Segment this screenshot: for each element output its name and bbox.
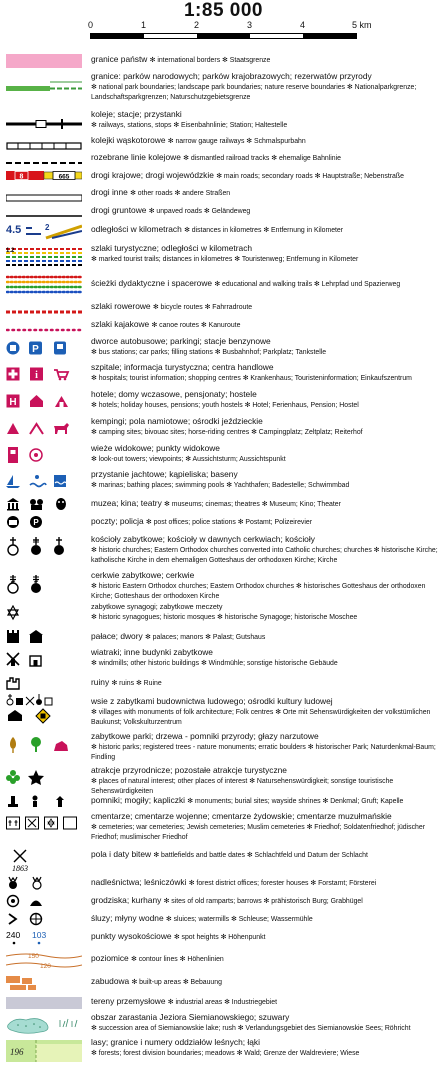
scale-bar: [90, 33, 357, 39]
legend-translation: ✻ forests; forest division boundaries; meadows ✻ Wald; Grenze der Waldreviere; Wiese: [91, 1049, 360, 1057]
hotel-icon: [7, 395, 20, 409]
legend-translation: ✻ contour lines ✻ Höhenlinien: [131, 956, 224, 963]
legend-label: cerkwie zabytkowe; cerkwie: [91, 570, 195, 580]
synagogue-icon: [8, 606, 18, 619]
main-road-symbol: [6, 169, 82, 187]
legend-translation: ✻ bus stations; car parks; filling stations ✻ Busbahnhof; Parkplatz; Tankstelle: [91, 348, 327, 356]
educational-trail-symbol: [6, 274, 82, 299]
converted-church-icon: [31, 537, 41, 555]
legend-label: hotele; domy wczasowe, pensjonaty; hostele: [91, 389, 257, 399]
legend-item: [0, 693, 447, 727]
historic-church-icon: [8, 537, 18, 555]
parking-icon: [29, 342, 42, 356]
legend-item: [0, 470, 447, 492]
legend-translation: ✻ hospitals; tourist information; shopping centres ✻ Krankenhaus; Touristeninformation; Einkaufszentrum: [91, 374, 412, 382]
manor-icon: [29, 630, 43, 643]
legend-item: [0, 894, 447, 908]
ruins-icon: [7, 678, 19, 689]
synagogue-mosque-icons: [6, 605, 82, 626]
road-number-badge: 665: [58, 173, 70, 181]
burial-site-icon: [33, 796, 38, 808]
legend-label: szlaki rowerowe: [91, 301, 151, 311]
palace-icon: [7, 630, 19, 643]
culture-icons: [6, 497, 82, 516]
legend-label: kolejki wąskotorowe: [91, 135, 166, 145]
legend-label: szlaki turystyczne; odległości w kilometrach: [91, 243, 253, 253]
windmill-icon: [7, 653, 19, 666]
legend-item: [0, 974, 447, 992]
legend-item: [0, 812, 447, 844]
post-office-icon: [7, 516, 19, 528]
crossed-swords-icon: [14, 850, 26, 862]
mosque-icon: [32, 607, 38, 619]
distance-symbol: [6, 220, 82, 245]
map-scale-title: 1:85 000: [183, 0, 263, 21]
bathing-place-icon: [30, 475, 46, 487]
cemetery-icons: [6, 816, 82, 837]
legend-translation: ✻ cemeteries; war cemeteries; Jewish cemeteries; Muslim cemeteries ✻ Friedhof; Soldatenfriedhof; jüdischer Friedhof; muslimischer Friedhof: [91, 823, 426, 842]
legend-translation: ✻ places of natural interest; other places of interest ✻ Natursehenswürdigkeit; sonstige touristische Sehenswürdigkeiten: [91, 777, 394, 796]
legend-item: [0, 648, 447, 672]
legend-label: lasy; granice i numery oddziałów leśnych; łąki: [91, 1037, 260, 1047]
park-boundary-symbol: [6, 79, 82, 102]
muslim-cemetery-icon: [64, 817, 77, 829]
legend-item: [0, 912, 447, 926]
legend-label: grodziska; kurhany: [91, 895, 162, 905]
legend-label: kempingi; pola namiotowe; ośrodki jeździeckie: [91, 416, 263, 426]
scale-header: [0, 0, 447, 44]
folk-symbol-group: [6, 694, 82, 729]
park-nature-icons: [6, 736, 82, 759]
legend-translation: ✻ monuments; burial sites; wayside shrines ✻ Denkmal; Gruft; Kapelle: [187, 798, 404, 805]
legend-label: poziomice: [91, 953, 129, 963]
forest-division-number: 196: [10, 1047, 24, 1057]
legend-item: [0, 72, 447, 108]
legend-translation: ✻ distances in kilometres ✻ Entfernung in Kilometer: [184, 227, 344, 234]
viewpoint-icon: [30, 449, 42, 461]
legend-label: cmentarze; cmentarze wojenne; cmentarze żydowskie; cmentarze muzułmańskie: [91, 811, 392, 821]
legend-item: [0, 186, 447, 200]
boulder-icon: [54, 741, 68, 751]
other-attraction-icon: [28, 770, 44, 785]
legend-item: [0, 52, 447, 70]
legend-translation: ✻ marked tourist trails; distances in kilometres ✻ Touristenweg; Entfernung in Kilometer: [91, 255, 359, 263]
legend-translation: ✻ historic Eastern Orthodox churches; Eastern Orthodox churches ✻ historisches Gotteshaus der orthodoxen Kirche; Gotteshaus der orthodoxen Kirche: [91, 582, 426, 601]
legend-label: kościoły zabytkowe; kościoły w dawnych cerkwiach; kościoły: [91, 534, 315, 544]
legend-label: wiatraki; inne budynki zabytkowe: [91, 647, 213, 657]
legend-item: [0, 1013, 447, 1037]
legend-label: przystanie jachtowe; kąpieliska; baseny: [91, 469, 238, 479]
legend-item: [0, 337, 447, 359]
legend-label: wieże widokowe; punkty widokowe: [91, 443, 220, 453]
scale-tick: 0: [88, 20, 94, 30]
legend-item: [0, 794, 447, 808]
cinema-icon: [30, 499, 43, 510]
post-police-icons: [6, 515, 82, 534]
legend-item: [0, 995, 447, 1011]
svg-text:1.2: 1.2: [6, 248, 15, 254]
legend-translation: ✻ industrial areas ✻ Industriegebiet: [167, 999, 277, 1006]
legend-item: [0, 110, 447, 132]
monument-icon: [8, 796, 18, 807]
legend-label: poczty; policja: [91, 516, 144, 526]
legend-label: drogi gruntowe: [91, 205, 147, 215]
natural-interest-icon: [6, 770, 20, 784]
legend-item: [0, 220, 447, 240]
holiday-house-icon: [30, 395, 43, 407]
lookout-tower-icon: [8, 447, 18, 463]
legend-translation: ✻ battlefields and battle dates ✻ Schlachtfeld und Datum der Schlacht: [153, 852, 368, 859]
service-icons: [6, 367, 82, 386]
svg-text:P: P: [32, 344, 39, 355]
legend-label: zabudowa: [91, 976, 130, 986]
legend-label: punkty wysokościowe: [91, 931, 172, 941]
legend-label: zabytkowe synagogi; zabytkowe meczety: [91, 602, 223, 611]
legend-item: [0, 676, 447, 690]
legend-label: obszar zarastania Jeziora Siemianowskiego; szuwary: [91, 1012, 290, 1022]
scale-tick: 1: [141, 20, 147, 30]
legend-translation: ✻ unpaved roads ✻ Geländeweg: [148, 208, 251, 215]
spot-height-value: 103: [32, 930, 47, 940]
filling-station-icon: [54, 342, 66, 355]
accommodation-icons: [6, 394, 82, 413]
small-windmill-icon: [26, 697, 34, 705]
legend-label: tereny przemysłowe: [91, 996, 166, 1006]
legend-label: zabytkowe parki; drzewa - pomniki przyrody; głazy narzutowe: [91, 731, 319, 741]
forestry-icons: [6, 876, 82, 895]
watermill-icon: [31, 914, 42, 925]
legend-translation: ✻ railways, stations, stops ✻ Eisenbahnlinie; Station; Haltestelle: [91, 121, 288, 129]
contour-label: 150: [28, 953, 39, 960]
small-building-icon: [45, 698, 52, 705]
legend-translation: ✻ marinas; bathing places; swimming pools ✻ Yachthafen; Badestelle; Schwimmbad: [91, 481, 350, 489]
legend-label: szlaki kajakowe: [91, 319, 150, 329]
legend-translation: ✻ windmills; other historic buildings ✻ Windmühle; sonstige historische Gebäude: [91, 659, 338, 667]
legend-item: [0, 497, 447, 511]
palace-icons: [6, 630, 82, 649]
legend-translation: ✻ sluices; watermills ✻ Schleuse; Wassermühle: [165, 916, 313, 923]
legend-translation: ✻ sites of old ramparts; barrows ✻ prähistorisch Burg; Grabhügel: [163, 898, 363, 905]
battle-year: 1863: [12, 864, 28, 872]
forester-house-icon: [33, 877, 41, 889]
legend-item: [0, 244, 447, 270]
orthodox-church-icons: [6, 575, 82, 600]
legend-item: [0, 444, 447, 466]
bus-station-icon: [7, 342, 20, 355]
legend-label: pomniki; mogiły; kapliczki: [91, 795, 186, 805]
legend-label: nadleśnictwa; leśniczówki: [91, 877, 187, 887]
scale-tick: 5 km: [352, 20, 372, 30]
historic-building-icon: [30, 656, 41, 666]
tourist-info-icon: [30, 368, 43, 382]
legend-item: [0, 134, 447, 148]
museum-icon: [7, 498, 19, 511]
legend-translation: ✻ forest district offices; forester houses ✻ Forstamt; Försterei: [188, 880, 377, 887]
legend-item: [0, 630, 447, 644]
legend-label: granice państw: [91, 54, 148, 64]
svg-text:H: H: [9, 397, 17, 408]
legend-label: koleje; stacje; przystanki: [91, 109, 182, 119]
legend-translation: ✻ national park boundaries; landscape park boundaries; nature reserve boundaries ✻ Nationalparkgrenze; Landschaftsparkgrenzen; Naturschutzgebietsgrenze: [91, 83, 417, 102]
sluice-icon: [9, 914, 16, 924]
legend-label: odległości w kilometrach: [91, 224, 182, 234]
jewish-cemetery-icon: [45, 817, 58, 829]
memorial-icons: [6, 794, 82, 813]
succession-area-symbol: [6, 1015, 82, 1040]
legend-translation: ✻ other roads ✻ andere Straßen: [130, 190, 231, 197]
legend-translation: ✻ look-out towers; viewpoints; ✻ Aussichtsturm; Aussichtspunkt: [91, 455, 286, 463]
svg-text:P: P: [33, 518, 39, 527]
legend-label: szpitale; informacja turystyczna; centra handlowe: [91, 362, 274, 372]
legend-translation: ✻ museums; cinemas; theatres ✻ Museum; Kino; Theater: [164, 501, 341, 508]
legend-label: drogi inne: [91, 187, 128, 197]
transport-icons: [6, 341, 82, 360]
battlefield-symbol: [6, 848, 82, 877]
road-number-badge: 8: [19, 173, 24, 181]
legend-label: rozebrane linie kolejowe: [91, 152, 181, 162]
legend-translation: ✻ main roads; secondary roads ✻ Hauptstraße; Nebenstraße: [216, 173, 404, 180]
scale-tick: 2: [194, 20, 200, 30]
distance-number: 4.5: [6, 224, 22, 236]
legend-translation: ✻ educational and walking trails ✻ Lehrpfad und Spazierweg: [214, 281, 401, 288]
legend-translation: ✻ villages with monuments of folk architecture; Folk centres ✻ Orte mit Sehenswürdigkeiten der volkstümlichen Baukunst; Volkskulturzentrum: [91, 708, 431, 727]
folk-centre-icon: [36, 709, 50, 723]
forest-district-office-icon: [9, 877, 17, 889]
built-up-symbol: [6, 975, 82, 996]
church-icons: [6, 537, 82, 562]
legend-label: muzea; kina; teatry: [91, 498, 162, 508]
legend-item: [0, 515, 447, 529]
monument-tree-icon: [31, 737, 41, 752]
orthodox-church-icon: [31, 575, 41, 593]
legend-translation: ✻ built-up areas ✻ Bebauung: [131, 979, 222, 986]
legend-translation: ✻ international borders ✻ Staatsgrenze: [149, 57, 271, 64]
historic-park-icon: [10, 737, 16, 753]
cemetery-icon: [7, 817, 20, 829]
contour-symbol: [6, 950, 82, 975]
border-symbol: [6, 54, 82, 73]
windmill-icons: [6, 652, 82, 673]
legend-item: [0, 535, 447, 565]
small-palace-icon: [16, 698, 23, 705]
legend-item: [0, 602, 447, 626]
small-church-icon: [7, 694, 13, 705]
bivouac-icon: [30, 424, 43, 434]
scale-tick: 4: [300, 20, 306, 30]
legend-label: śluzy; młyny wodne: [91, 913, 164, 923]
legend-translation: ✻ historic churches; Eastern Orthodox churches converted into Catholic churches; churches ✻ historische Kirche; katholische Kirche in dem ehemaligen Gotteshaus der orthodoxen Kirche; Kirche: [91, 546, 438, 565]
spot-height-symbol: [6, 929, 82, 952]
folk-village-icon: [8, 710, 22, 721]
tourist-trail-symbol: [6, 245, 82, 274]
legend-translation: ✻ dismantled railroad tracks ✻ ehemalige Bahnlinie: [183, 155, 341, 162]
legend-item: [0, 732, 447, 762]
archaeology-icons: [6, 894, 82, 913]
scale-tick: 3: [247, 20, 253, 30]
legend-item: [0, 300, 447, 314]
legend-translation: ✻ canoe routes ✻ Kanuroute: [151, 322, 241, 329]
legend-translation: ✻ bicycle routes ✻ Fahrradroute: [152, 304, 253, 311]
legend-item: [0, 571, 447, 599]
legend-item: [0, 765, 447, 796]
legend-translation: ✻ camping sites; bivouac sites; horse-riding centres ✻ Campingplatz; Zeltplatz; Reiterhof: [91, 428, 363, 436]
legend-item: [0, 151, 447, 165]
viewpoint-icons: [6, 446, 82, 469]
war-cemetery-icon: [26, 817, 39, 829]
railway-symbol: [6, 116, 82, 134]
small-orthodox-icon: [36, 694, 42, 705]
legend-label: atrakcje przyrodnicze; pozostałe atrakcje turystyczne: [91, 765, 287, 775]
legend-item: [0, 168, 447, 184]
legend-label: pola i daty bitew: [91, 849, 152, 859]
camping-icons: [6, 421, 82, 440]
legend-item: [0, 929, 447, 947]
theatre-icon: [56, 498, 66, 510]
marina-icon: [6, 475, 20, 488]
water-icons: [6, 474, 82, 493]
legend-label: ruiny: [91, 677, 110, 687]
legend-item: [0, 950, 447, 970]
legend-translation: ✻ hotels; holiday houses, pensions; youth hostels ✻ Hotel; Ferienhaus, Pension; Hostel: [91, 401, 359, 409]
legend-item: [0, 876, 447, 890]
legend-item: [0, 318, 447, 332]
old-rampart-icon: [8, 896, 19, 907]
legend-translation: ✻ succession area of Siemianowskie lake; rush ✻ Verlandungsgebiet des Siemianowskie Sees; Röhricht: [91, 1024, 411, 1032]
legend-translation: ✻ palaces; manors ✻ Palast; Gutshaus: [144, 634, 266, 641]
legend-label: granice: parków narodowych; parków krajobrazowych; rezerwatów przyrody: [91, 71, 372, 81]
camping-site-icon: [7, 423, 19, 434]
forest-symbol: [6, 1040, 82, 1067]
hostel-icon: [55, 396, 68, 407]
police-icon: [30, 516, 42, 528]
historic-orthodox-church-icon: [8, 575, 18, 593]
hospital-icon: [7, 368, 20, 381]
legend-label: wsie z zabytkami budownictwa ludowego; ośrodki kultury ludowej: [91, 696, 333, 706]
legend-item: [0, 417, 447, 439]
legend-translation: ✻ historic synagogues; historic mosques ✻ historische Synagoge; historische Moschee: [91, 613, 358, 621]
legend-translation: ✻ narrow gauge railways ✻ Schmalspurbahn: [167, 138, 306, 145]
legend-label: ścieżki dydaktyczne i spacerowe: [91, 278, 213, 288]
wayside-shrine-icon: [56, 796, 64, 807]
legend-translation: ✻ post offices; police stations ✻ Postamt; Polizeirevier: [145, 519, 313, 526]
svg-text:i: i: [35, 370, 38, 381]
legend-translation: ✻ historic parks; registered trees - nature monuments; erratic boulders ✻ historischer Park; Naturdenkmal-Baum; Findling: [91, 743, 436, 762]
attraction-icons: [6, 769, 82, 790]
legend-item: [0, 274, 447, 296]
legend-label: pałace; dwory: [91, 631, 143, 641]
contour-label: 120: [40, 963, 51, 970]
swimming-pool-icon: [54, 475, 66, 487]
legend-translation: ✻ ruins ✻ Ruine: [111, 680, 162, 687]
legend-item: [0, 848, 447, 872]
horse-riding-icon: [54, 423, 69, 434]
legend-item: [0, 390, 447, 412]
legend-item: [0, 1038, 447, 1068]
shopping-cart-icon: [54, 370, 68, 380]
distance-number: 2: [45, 223, 50, 232]
church-icon: [54, 537, 64, 555]
spot-height-value: 240: [6, 930, 21, 940]
legend-item: [0, 204, 447, 218]
legend-label: drogi krajowe; drogi wojewódzkie: [91, 170, 214, 180]
legend-translation: ✻ spot heights ✻ Höhenpunkt: [173, 934, 266, 941]
legend-item: [0, 363, 447, 385]
barrow-icon: [30, 901, 42, 907]
legend-label: dworce autobusowe; parkingi; stacje benzynowe: [91, 336, 271, 346]
